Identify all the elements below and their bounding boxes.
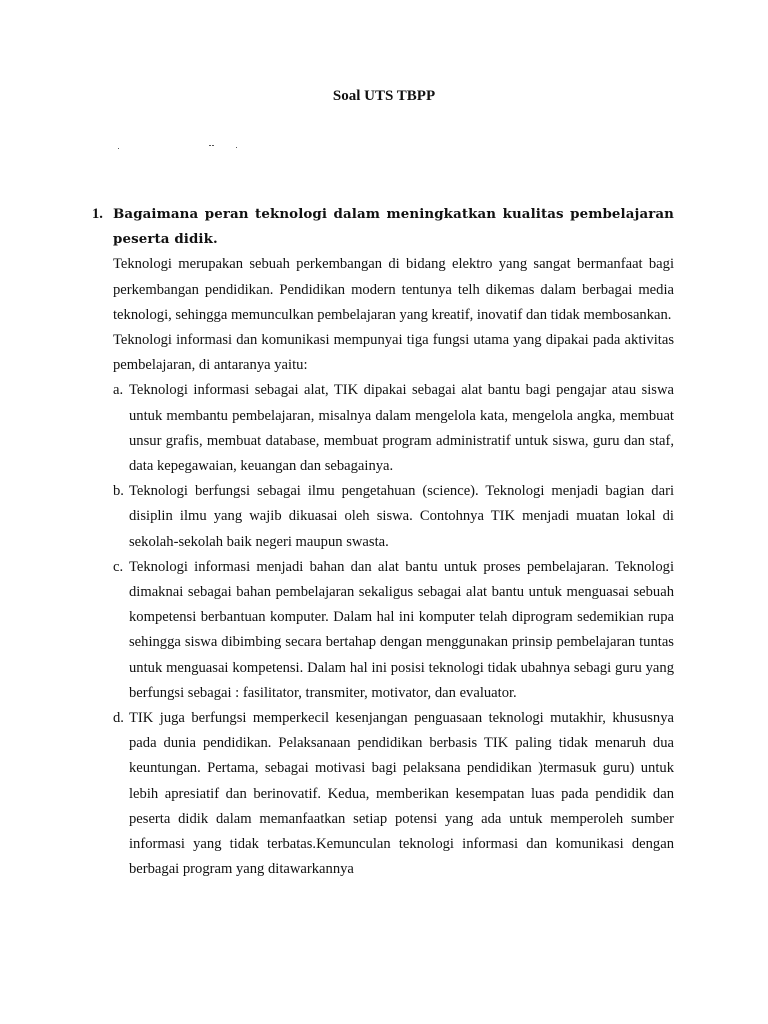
- document-title: Soal UTS TBPP: [332, 88, 436, 104]
- list-item-marker: a.: [113, 382, 124, 399]
- list-item-marker: c.: [113, 558, 124, 575]
- answer-paragraph: Teknologi informasi dan komunikasi mempunyai tiga fungsi utama yang dipakai pada aktivitas pembelajaran, di antaranya yaitu:: [113, 332, 674, 374]
- list-item: [113, 706, 674, 882]
- list-item-marker: b.: [113, 483, 124, 500]
- answer-paragraph: Teknologi merupakan sebuah perkembangan di bidang elektro yang sangat bermanfaat bagi perkembangan pendidikan. Pendidikan modern tentunya telh dikemas dalam berbagai media teknologi, sehingga memunculkan pembelajaran yang kreatif, inovatif dan tidak membosankan.: [113, 256, 674, 323]
- scan-speck: [118, 148, 119, 149]
- list-item-text: Teknologi informasi sebagai alat, TIK dipakai sebagai alat bantu bagi pengajar atau siswa untuk membantu pembelajaran, misalnya dalam mengelola kata, mengelola angka, membuat unsur grafis, membuat database, membuat program administratif untuk siswa, guru dan staf, data kepegawaian, keuangan dan sebagainya.: [129, 382, 674, 475]
- scan-speck: [212, 145, 214, 146]
- question-number: 1.: [92, 206, 103, 222]
- scan-artifact-marks: [118, 144, 258, 150]
- question-text: Bagaimana peran teknologi dalam meningkatkan kualitas pembelajaran peserta didik.: [113, 206, 674, 248]
- scan-speck: [236, 147, 237, 148]
- functions-list: [113, 378, 674, 882]
- list-item: [113, 378, 674, 479]
- list-item-text: Teknologi berfungsi sebagai ilmu pengetahuan (science). Teknologi menjadi bagian dari disiplin ilmu yang wajib dikuasai oleh siswa. Contohnya TIK menjadi muatan lokal di sekolah-sekolah baik negeri maupun swasta.: [129, 483, 674, 550]
- list-item-text: TIK juga berfungsi memperkecil kesenjangan penguasaan teknologi mutakhir, khususnya pada dunia pendidikan. Pelaksanaan pendidikan berbasis TIK paling tidak menaruh dua keuntungan. Pertama, sebagai motivasi bagi pelaksana pendidikan )termasuk guru) untuk lebih apresiatif dan berinovatif. Kedua, memberikan kesempatan luas pada pendidik dan peserta didik dalam memanfaatkan setiap potensi yang ada untuk memperoleh sumber informasi yang tidak terbatas.Kemunculan teknologi informasi dan komunikasi dengan berbagai program yang ditawarkannya: [129, 710, 674, 878]
- list-item: [113, 555, 674, 706]
- question-heading: [92, 202, 674, 252]
- list-item: [113, 479, 674, 555]
- scan-speck: [209, 145, 211, 146]
- list-item-text: Teknologi informasi menjadi bahan dan alat bantu untuk proses pembelajaran. Teknologi dimaknai sebagai bahan pembelajaran sekaligus sebagai alat bantu untuk menguasai sebuah kompetensi berbantuan komputer. Dalam hal ini komputer telah diprogram sedemikian rupa sehingga siswa dibimbing secara bertahap dengan menggunakan prinsip pembelajaran tuntas untuk menguasai kompetensi. Dalam hal ini posisi teknologi tidak ubahnya sebagi guru yang berfungsi sebagai : fasilitator, transmiter, motivator, dan evaluator.: [129, 558, 674, 701]
- list-item-marker: d.: [113, 710, 124, 727]
- document-body: [92, 202, 674, 882]
